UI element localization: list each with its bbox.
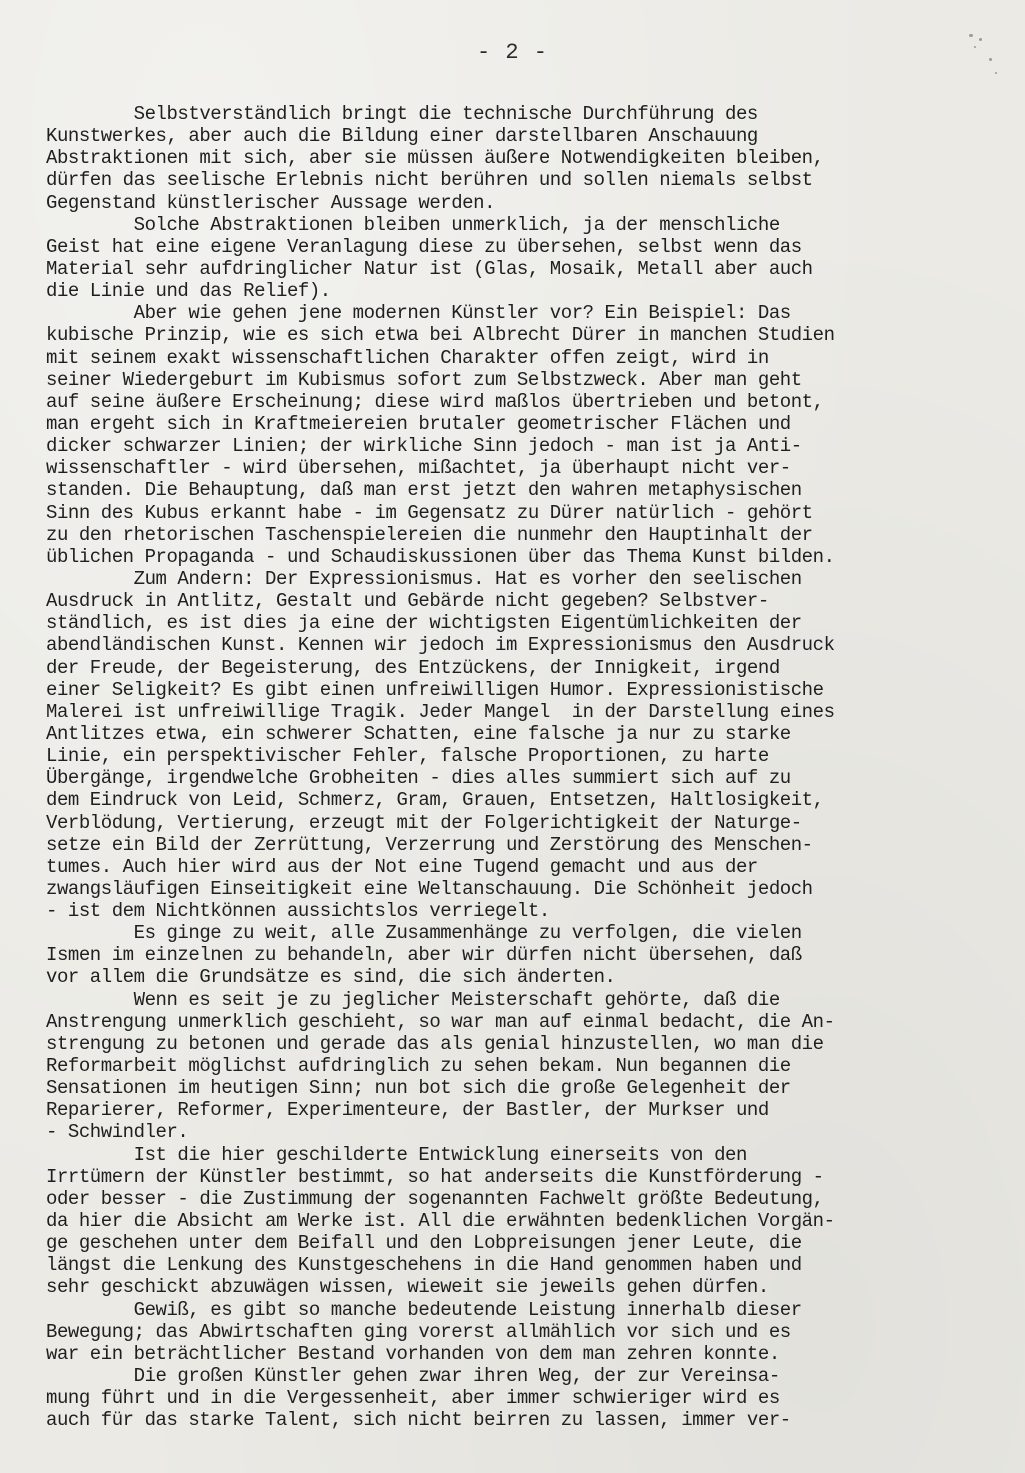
text-line: war ein beträchtlicher Bestand vorhanden von dem man zehren konnte. <box>46 1342 780 1365</box>
text-line: - ist dem Nichtkönnen aussichtslos verriegelt. <box>46 900 550 923</box>
text-line: oder besser - die Zustimmung der sogenannten Fachwelt größte Bedeutung, <box>46 1187 824 1210</box>
text-line: Gegenstand künstlerischer Aussage werden. <box>46 191 496 214</box>
text-line: Anstrengung unmerklich geschieht, so war man auf einmal bedacht, die An- <box>46 1010 835 1033</box>
text-line: Solche Abstraktionen bleiben unmerklich, ja der menschliche <box>46 213 780 236</box>
text-line: abendländischen Kunst. Kennen wir jedoch im Expressionismus den Ausdruck <box>46 634 835 657</box>
text-line: Sinn des Kubus erkannt habe - im Gegensatz zu Dürer natürlich - gehört <box>46 501 813 524</box>
text-line: Irrtümern der Künstler bestimmt, so hat anderseits die Kunstförderung - <box>46 1165 824 1188</box>
text-line: Aber wie gehen jene modernen Künstler vor? Ein Beispiel: Das <box>46 302 791 325</box>
text-line: auch für das starke Talent, sich nicht beirren zu lassen, immer ver- <box>46 1409 791 1432</box>
paper-speck-marks <box>963 28 1003 78</box>
text-line: Ausdruck in Antlitz, Gestalt und Gebärde nicht gegeben? Selbstver- <box>46 590 769 613</box>
text-line: wissenschaftler - wird übersehen, mißachtet, ja überhaupt nicht ver- <box>46 457 791 480</box>
text-line: tumes. Auch hier wird aus der Not eine Tugend gemacht und aus der <box>46 855 758 878</box>
text-line: seiner Wiedergeburt im Kubismus sofort zum Selbstzweck. Aber man geht <box>46 368 802 391</box>
text-line: Reformarbeit möglichst aufdringlich zu sehen bekam. Nun begannen die <box>46 1055 791 1078</box>
body-text <box>46 103 996 1431</box>
text-line: Malerei ist unfreiwillige Tragik. Jeder Mangel in der Darstellung eines <box>46 700 835 723</box>
text-line: Selbstverständlich bringt die technische Durchführung des <box>46 103 758 125</box>
text-line: Übergänge, irgendwelche Grobheiten - dies alles summiert sich auf zu <box>46 767 791 790</box>
text-line: vor allem die Grundsätze es sind, die sich änderten. <box>46 966 616 989</box>
text-line: - Schwindler. <box>46 1121 189 1144</box>
text-line: da hier die Absicht am Werke ist. All die erwähnten bedenklichen Vorgän- <box>46 1210 835 1233</box>
text-line: dem Eindruck von Leid, Schmerz, Gram, Grauen, Entsetzen, Haltlosigkeit, <box>46 789 824 812</box>
text-line: setze ein Bild der Zerrüttung, Verzerrung und Zerstörung des Menschen- <box>46 833 813 856</box>
text-line: dürfen das seelische Erlebnis nicht berühren und sollen niemals selbst <box>46 169 813 192</box>
text-line: Verblödung, Vertierung, erzeugt mit der Folgerichtigkeit der Naturge- <box>46 811 802 834</box>
text-line: auf seine äußere Erscheinung; diese wird maßlos übertrieben und betont, <box>46 390 824 413</box>
text-line: Ismen im einzelnen zu behandeln, aber wir dürfen nicht übersehen, daß <box>46 944 802 967</box>
text-line: kubische Prinzip, wie es sich etwa bei Albrecht Dürer in manchen Studien <box>46 324 835 347</box>
text-line: der Freude, der Begeisterung, des Entzückens, der Innigkeit, irgend <box>46 656 780 679</box>
text-line: die Linie und das Relief). <box>46 280 331 303</box>
text-line: ge geschehen unter dem Beifall und den Lobpreisungen jener Leute, die <box>46 1232 802 1255</box>
text-line: Wenn es seit je zu jeglicher Meisterschaft gehörte, daß die <box>46 988 780 1011</box>
text-line: Abstraktionen mit sich, aber sie müssen äußere Notwendigkeiten bleiben, <box>46 147 824 170</box>
text-line: standen. Die Behauptung, daß man erst jetzt den wahren metaphysischen <box>46 479 802 502</box>
text-line: Linie, ein perspektivischer Fehler, falsche Proportionen, zu harte <box>46 745 769 768</box>
text-line: Gewiß, es gibt so manche bedeutende Leistung innerhalb dieser <box>46 1298 802 1321</box>
text-line: Geist hat eine eigene Veranlagung diese zu übersehen, selbst wenn das <box>46 235 802 258</box>
text-line: Es ginge zu weit, alle Zusammenhänge zu verfolgen, die vielen <box>46 922 802 945</box>
text-line: Reparierer, Reformer, Experimenteure, der Bastler, der Murkser und <box>46 1099 769 1122</box>
text-line: längst die Lenkung des Kunstgeschehens in die Hand genommen haben und <box>46 1254 802 1277</box>
text-line: Sensationen im heutigen Sinn; nun bot sich die große Gelegenheit der <box>46 1077 791 1100</box>
text-line: Antlitzes etwa, ein schwerer Schatten, eine falsche ja nur zu starke <box>46 722 791 745</box>
text-line: Bewegung; das Abwirtschaften ging vorerst allmählich vor sich und es <box>46 1320 791 1343</box>
text-line: Material sehr aufdringlicher Natur ist (Glas, Mosaik, Metall aber auch <box>46 257 813 280</box>
text-line: strengung zu betonen und gerade das als genial hinzustellen, wo man die <box>46 1032 824 1055</box>
text-line: einer Seligkeit? Es gibt einen unfreiwilligen Humor. Expressionistische <box>46 678 824 701</box>
text-line: Kunstwerkes, aber auch die Bildung einer darstellbaren Anschauung <box>46 125 758 148</box>
text-line: Die großen Künstler gehen zwar ihren Weg, der zur Vereinsa- <box>46 1365 780 1388</box>
text-line: Zum Andern: Der Expressionismus. Hat es vorher den seelischen <box>46 567 802 590</box>
text-line: mung führt und in die Vergessenheit, aber immer schwieriger wird es <box>46 1387 780 1410</box>
page-number: - 2 - <box>476 40 548 65</box>
text-line: Ist die hier geschilderte Entwicklung einerseits von den <box>46 1143 747 1166</box>
text-line: ständlich, es ist dies ja eine der wichtigsten Eigentümlichkeiten der <box>46 612 802 635</box>
text-line: üblichen Propaganda - und Schaudiskussionen über das Thema Kunst bilden. <box>46 545 835 568</box>
text-line: sehr geschickt abzuwägen wissen, wieweit sie jeweils gehen dürfen. <box>46 1276 769 1299</box>
text-line: zu den rhetorischen Taschenspielereien die nunmehr den Hauptinhalt der <box>46 523 813 546</box>
text-line: man ergeht sich in Kraftmeiereien brutaler geometrischer Flächen und <box>46 412 791 435</box>
text-line: zwangsläufigen Einseitigkeit eine Weltanschauung. Die Schönheit jedoch <box>46 877 813 900</box>
text-line: dicker schwarzer Linien; der wirkliche Sinn jedoch - man ist ja Anti- <box>46 435 802 458</box>
text-line: mit seinem exakt wissenschaftlichen Charakter offen zeigt, wird in <box>46 346 769 369</box>
